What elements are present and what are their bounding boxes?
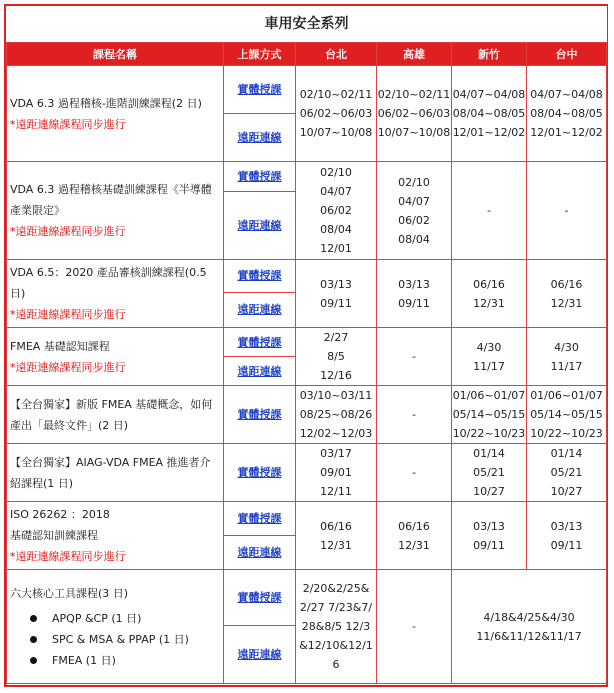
onsite-link[interactable]: 實體授課 bbox=[237, 466, 282, 479]
remote-note: *遠距連線課程同步進行 bbox=[10, 550, 126, 563]
table-row bbox=[7, 502, 607, 536]
table-row bbox=[7, 386, 607, 444]
course-name-cell bbox=[7, 386, 224, 444]
remote-note: *遠距連線課程同步進行 bbox=[10, 308, 126, 321]
onsite-link[interactable]: 實體授課 bbox=[237, 269, 282, 283]
onsite-link[interactable]: 實體授課 bbox=[237, 591, 282, 604]
dates-hsinchu: 01/06~01/07 05/14~05/15 10/22~10/23 bbox=[452, 386, 527, 444]
dates-hsinchu: 4/30 11/17 bbox=[452, 328, 527, 386]
table-row bbox=[7, 162, 607, 192]
course-name-cell bbox=[7, 502, 224, 570]
dates-taichung: - bbox=[527, 162, 607, 260]
remote-link[interactable]: 遠距連線 bbox=[237, 219, 282, 232]
list-item: SPC & MSA & PPAP (1 日) bbox=[30, 629, 220, 650]
dates-taipei: 02/10~02/11 06/02~06/03 10/07~10/08 bbox=[296, 66, 377, 162]
onsite-link[interactable]: 實體授課 bbox=[237, 335, 282, 349]
header-taipei: 台北 bbox=[296, 43, 377, 66]
header-taichung: 台中 bbox=[527, 43, 607, 66]
course-name: 六大核心工具課程(3 日) bbox=[10, 586, 129, 600]
table-row bbox=[7, 66, 607, 114]
dates-kaohsiung: 02/10 04/07 06/02 08/04 bbox=[377, 162, 452, 260]
dates-taichung: 01/06~01/07 05/14~05/15 10/22~10/23 bbox=[527, 386, 607, 444]
dates-taichung: 01/14 05/21 10/27 bbox=[527, 444, 607, 502]
course-name-cell bbox=[7, 570, 224, 684]
dates-hsinchu: 01/14 05/21 10/27 bbox=[452, 444, 527, 502]
course-name: VDA 6.3 過程稽核-進階訓練課程(2 日) bbox=[10, 96, 202, 110]
table-title: 車用安全系列 bbox=[7, 6, 607, 43]
dates-hsinchu: 04/07~04/08 08/04~08/05 12/01~12/02 bbox=[452, 66, 527, 162]
dates-kaohsiung: - bbox=[377, 386, 452, 444]
header-kaohsiung: 高雄 bbox=[377, 43, 452, 66]
dates-taipei: 02/10 04/07 06/02 08/04 12/01 bbox=[296, 162, 377, 260]
dates-taichung: 06/16 12/31 bbox=[527, 260, 607, 328]
tool-list bbox=[10, 608, 220, 671]
table-row bbox=[7, 444, 607, 502]
dates-kaohsiung: 06/16 12/31 bbox=[377, 502, 452, 570]
course-schedule-table bbox=[4, 4, 608, 687]
remote-note: *遠距連線課程同步進行 bbox=[10, 225, 126, 238]
dates-taipei: 03/17 09/01 12/11 bbox=[296, 444, 377, 502]
dates-taipei: 2/20&2/25&2/27 7/23&7/28&8/5 12/3&12/10&12/16 bbox=[296, 570, 377, 684]
dates-taipei: 2/27 8/5 12/16 bbox=[296, 328, 377, 386]
dates-kaohsiung: - bbox=[377, 328, 452, 386]
remote-link[interactable]: 遠距連線 bbox=[237, 364, 282, 378]
dates-kaohsiung: - bbox=[377, 570, 452, 684]
course-name: 【全台獨家】新版 FMEA 基礎概念，如何產出「最終文件」(2 日) bbox=[10, 397, 213, 432]
dates-taichung: 4/30 11/17 bbox=[527, 328, 607, 386]
onsite-link[interactable]: 實體授課 bbox=[237, 170, 282, 183]
course-name: VDA 6.3 過程稽核基礎訓練課程《半導體產業限定》 bbox=[10, 183, 212, 217]
dates-taichung: 04/07~04/08 08/04~08/05 12/01~12/02 bbox=[527, 66, 607, 162]
course-name-cell bbox=[7, 444, 224, 502]
course-name-line1: ISO 26262 ：2018 bbox=[10, 508, 110, 521]
list-item: FMEA (1 日) bbox=[30, 650, 220, 671]
table-row bbox=[7, 260, 607, 293]
dates-hsinchu: 06/16 12/31 bbox=[452, 260, 527, 328]
onsite-link[interactable]: 實體授課 bbox=[237, 83, 282, 96]
table-row bbox=[7, 328, 607, 357]
remote-link[interactable]: 遠距連線 bbox=[237, 546, 282, 559]
dates-kaohsiung: 03/13 09/11 bbox=[377, 260, 452, 328]
dates-taipei: 06/16 12/31 bbox=[296, 502, 377, 570]
remote-link[interactable]: 遠距連線 bbox=[237, 303, 282, 317]
dates-kaohsiung: - bbox=[377, 444, 452, 502]
dates-taipei: 03/13 09/11 bbox=[296, 260, 377, 328]
remote-note: *遠距連線課程同步進行 bbox=[10, 360, 126, 374]
header-hsinchu: 新竹 bbox=[452, 43, 527, 66]
course-name-line2: 基礎認知訓練課程 bbox=[10, 529, 98, 542]
dates-taipei: 03/10~03/11 08/25~08/26 12/02~12/03 bbox=[296, 386, 377, 444]
onsite-link[interactable]: 實體授課 bbox=[237, 512, 282, 525]
remote-link[interactable]: 遠距連線 bbox=[237, 131, 282, 144]
dates-hsinchu-taichung: 4/18&4/25&4/30 11/6&11/12&11/17 bbox=[452, 570, 607, 684]
course-name-cell bbox=[7, 162, 224, 260]
schedule-table bbox=[6, 6, 607, 684]
dates-kaohsiung: 02/10~02/11 06/02~06/03 10/07~10/08 bbox=[377, 66, 452, 162]
dates-hsinchu: 03/13 09/11 bbox=[452, 502, 527, 570]
dates-hsinchu: - bbox=[452, 162, 527, 260]
header-course-name: 課程名稱 bbox=[7, 43, 224, 66]
course-name: VDA 6.5：2020 產品審核訓練課程(0.5 日) bbox=[10, 266, 207, 300]
list-item: APQP &CP (1 日) bbox=[30, 608, 220, 629]
course-name: 【全台獨家】AIAG-VDA FMEA 推進者介紹課程(1 日) bbox=[10, 455, 211, 490]
course-name-cell bbox=[7, 260, 224, 328]
header-mode: 上課方式 bbox=[224, 43, 296, 66]
course-name-cell bbox=[7, 328, 224, 386]
remote-note: *遠距連線課程同步進行 bbox=[10, 117, 126, 131]
course-name: FMEA 基礎認知課程 bbox=[10, 339, 110, 353]
remote-link[interactable]: 遠距連線 bbox=[237, 648, 282, 661]
course-name-cell bbox=[7, 66, 224, 162]
dates-taichung: 03/13 09/11 bbox=[527, 502, 607, 570]
onsite-link[interactable]: 實體授課 bbox=[237, 408, 282, 421]
table-row bbox=[7, 570, 607, 626]
header-row bbox=[7, 43, 607, 66]
